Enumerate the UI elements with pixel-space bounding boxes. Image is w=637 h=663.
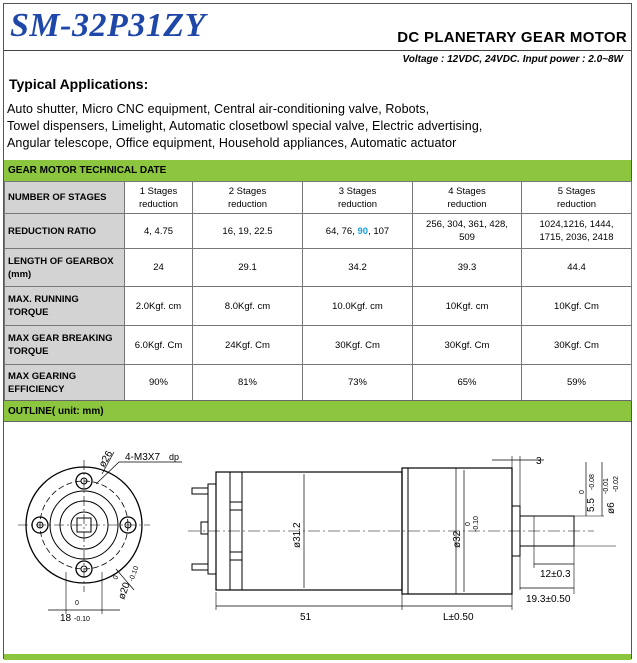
table-row: [5, 365, 632, 401]
table-cell: [303, 214, 413, 249]
gear-diameter: ø32: [452, 530, 463, 548]
table-cell: 10Kgf. Cm: [522, 287, 632, 326]
gear-tol2: -0.10: [473, 516, 480, 532]
front-view: [18, 452, 182, 614]
table-cell: 10Kgf. cm: [413, 287, 522, 326]
table-row: [5, 249, 632, 287]
applications-title: Typical Applications:: [9, 76, 149, 92]
outline-svg: [4, 422, 631, 654]
face-tol: 0: [112, 574, 121, 581]
row-label: LENGTH OF GEARBOX (mm): [5, 249, 125, 287]
applications-list: [7, 101, 482, 152]
body-slot: [230, 502, 242, 510]
voltage-spec: Voltage : 12VDC, 24VDC. Input power : 2.0~8W: [402, 54, 623, 65]
table-row: [5, 326, 632, 365]
model-number: SM-32P31ZY: [10, 7, 206, 44]
rear-boss: [201, 522, 208, 534]
terminal: [192, 564, 208, 570]
application-line: Auto shutter, Micro CNC equipment, Central air-conditioning valve, Robots,: [7, 102, 430, 116]
table-row: [5, 287, 632, 326]
row-label: REDUCTION RATIO: [5, 214, 125, 249]
dimension-labels: [60, 449, 620, 624]
width18-tol2: -0.10: [74, 616, 90, 623]
table-row: [5, 182, 632, 214]
table-cell: 39.3: [413, 249, 522, 287]
shaft-diameter: ø6: [606, 502, 617, 514]
row-label: MAX GEAR BREAKING TORQUE: [5, 326, 125, 365]
footer-bar: [4, 654, 631, 660]
pcd-label: ø26: [97, 449, 116, 470]
flat-tol: 0: [579, 490, 586, 494]
table-cell: 65%: [413, 365, 522, 401]
key-length: 12±0.3: [540, 569, 571, 580]
ratio-text: , 107: [368, 225, 390, 237]
face-tol2: -0.10: [128, 565, 141, 583]
row-label: MAX. RUNNING TORQUE: [5, 287, 125, 326]
table-cell: 34.2: [303, 249, 413, 287]
table-cell: 5 Stages reduction: [522, 182, 632, 214]
outline-header: OUTLINE( unit: mm): [4, 400, 631, 422]
table-cell: 44.4: [522, 249, 632, 287]
table-cell: 4 Stages reduction: [413, 182, 522, 214]
table-cell: 59%: [522, 365, 632, 401]
width18-tol: 0: [75, 600, 79, 607]
table-cell: 3 Stages reduction: [303, 182, 413, 214]
table-cell: 30Kgf. Cm: [413, 326, 522, 365]
row-label: MAX GEARING EFFICIENCY: [5, 365, 125, 401]
table-cell: 256, 304, 361, 428, 509: [413, 214, 522, 249]
body-diameter: ø31.2: [292, 522, 303, 548]
ratio-text: 64, 76,: [325, 225, 358, 237]
shaft-tol: -0.01: [603, 478, 610, 494]
side-view: [188, 456, 616, 610]
table-cell: 30Kgf. Cm: [522, 326, 632, 365]
table-row: [5, 214, 632, 249]
motor-length: 51: [300, 612, 312, 623]
body-slot: [230, 552, 242, 560]
end-cap: [208, 484, 216, 574]
outline-drawing: [4, 422, 631, 654]
application-line: Angular telescope, Office equipment, Household appliances, Automatic actuator: [7, 136, 457, 150]
table-cell: 16, 19, 22.5: [193, 214, 303, 249]
table-cell: 2.0Kgf. cm: [125, 287, 193, 326]
shaft-tol2: -0.02: [613, 476, 620, 492]
gear-length: L±0.50: [443, 612, 474, 623]
table-cell: 81%: [193, 365, 303, 401]
application-line: Towel dispensers, Limelight, Automatic closetbowl special valve, Electric advertising,: [7, 119, 483, 133]
row-label: NUMBER OF STAGES: [5, 182, 125, 214]
table-cell: 29.1: [193, 249, 303, 287]
title-row: [4, 4, 631, 51]
table-cell: 24Kgf. Cm: [193, 326, 303, 365]
table-cell: 1024,1216, 1444, 1715, 2036, 2418: [522, 214, 632, 249]
shaft-length: 19.3±0.50: [526, 594, 571, 605]
holes-label: 4-M3X7: [125, 452, 161, 463]
face-label: ø20: [116, 581, 133, 602]
ratio-highlight: 90: [357, 225, 369, 237]
gear-tol: 0: [465, 522, 472, 526]
table-cell: 73%: [303, 365, 413, 401]
table-cell: 2 Stages reduction: [193, 182, 303, 214]
table-cell: 8.0Kgf. cm: [193, 287, 303, 326]
terminal: [192, 488, 208, 494]
table-cell: 4, 4.75: [125, 214, 193, 249]
width18-label: 18: [60, 613, 72, 624]
table-cell: 6.0Kgf. Cm: [125, 326, 193, 365]
flat-tol2: -0.08: [589, 474, 596, 490]
tech-data-table: [4, 181, 632, 401]
table-cell: 24: [125, 249, 193, 287]
table-cell: 10.0Kgf. cm: [303, 287, 413, 326]
table-cell: 30Kgf. Cm: [303, 326, 413, 365]
flange-thickness: 3: [536, 456, 542, 467]
table-cell: 90%: [125, 365, 193, 401]
flat-size: 5.5: [586, 498, 597, 512]
tech-data-header: GEAR MOTOR TECHNICAL DATE: [4, 160, 631, 181]
product-name: DC PLANETARY GEAR MOTOR: [397, 29, 627, 46]
table-cell: 1 Stages reduction: [125, 182, 193, 214]
depth-label: dp: [169, 452, 180, 462]
